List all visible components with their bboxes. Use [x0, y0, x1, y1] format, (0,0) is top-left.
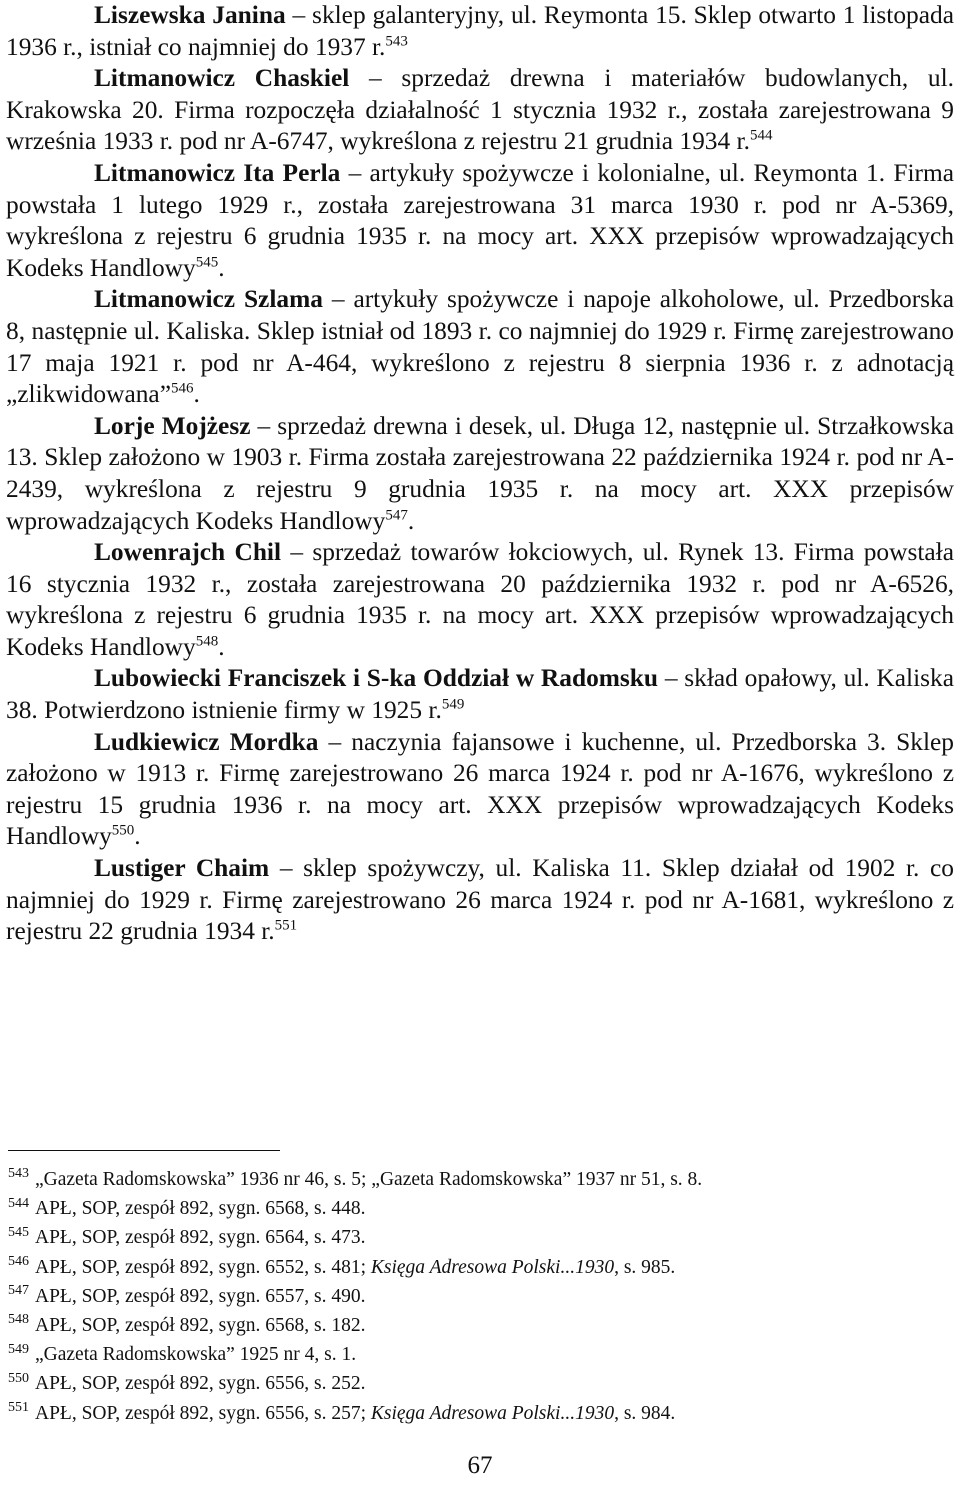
footnote-number: 548	[8, 1312, 29, 1328]
entry-lorje-mojzesz	[6, 411, 954, 537]
entry-name: Lustiger Chaim	[94, 854, 270, 883]
footnote-number: 551	[8, 1399, 29, 1415]
entry-text: – skład opałowy, ul. Kaliska 38. Potwierdzono istnienie firmy w 1925 r.	[6, 664, 954, 725]
footnote-ref[interactable]: 545	[195, 254, 219, 270]
entry-ludkiewicz-mordka	[6, 727, 954, 853]
entry-text: – sklep spożywczy, ul. Kaliska 11. Sklep działał od 1902 r. co najmniej do 1929 r. Firmę zarejestrowano 26 marca 1924 r. pod nr A-1681, wykreślono z rejestru 22 grudnia 1934 r.	[6, 854, 954, 946]
footnote-text: APŁ, SOP, zespół 892, sygn. 6552, s. 481;	[35, 1256, 371, 1278]
footnote-title: Księga Adresowa Polski...1930	[370, 1402, 615, 1424]
entry-name: Lowenrajch Chil	[94, 538, 282, 567]
footnote-text: APŁ, SOP, zespół 892, sygn. 6564, s. 473.	[35, 1227, 366, 1249]
main-text	[6, 0, 954, 948]
entry-name: Lubowiecki Franciszek i S-ka Oddział w Radomsku	[94, 664, 659, 693]
footnote-text: „Gazeta Radomskowska” 1936 nr 46, s. 5; „Gazeta Radomskowska” 1937 nr 51, s. 8.	[35, 1169, 703, 1190]
entry-litmanowicz-chaskiel	[6, 63, 954, 158]
footnote-550	[8, 1369, 948, 1398]
entry-name: Ludkiewicz Mordka	[94, 727, 319, 756]
footnote-543	[8, 1165, 948, 1194]
footnote-ref[interactable]: 547	[385, 506, 408, 523]
entry-litmanowicz-ita-perla	[6, 158, 954, 284]
footnote-text: APŁ, SOP, zespół 892, sygn. 6568, s. 448.	[35, 1198, 366, 1220]
footnote-number: 544	[8, 1195, 29, 1211]
footnote-ref[interactable]: 551	[274, 917, 298, 934]
footnote-tail: , s. 984.	[614, 1402, 676, 1424]
footnote-ref[interactable]: 549	[441, 696, 465, 713]
footnote-title: Księga Adresowa Polski...1930	[370, 1256, 615, 1278]
entry-end: .	[134, 822, 141, 851]
entry-lustiger-chaim	[6, 853, 954, 948]
entry-text: – sprzedaż drewna i desek, ul. Długa 12, następnie ul. Strzałkowska 13. Sklep założono w 1903 r. Firma została zarejestrowana 22 października 1924 r. pod nr A-2439, wykreślona z rejestru 9 grudnia 1935 r. na mocy art. XXX przepisów wprowadzających Kodeks Handlowy	[6, 411, 954, 535]
entry-text: – artykuły spożywcze i kolonialne, ul. Reymonta 1. Firma powstała 1 lutego 1929 r., została zarejestrowana 31 marca 1930 r. pod nr A-5369, wykreślona z rejestru 6 grudnia 1935 r. na mocy art. XXX przepisów wprowadzających Kodeks Handlowy	[6, 158, 954, 282]
page-number: 67	[467, 1452, 493, 1479]
footnote-number: 545	[8, 1224, 29, 1240]
entry-litmanowicz-szlama	[6, 284, 954, 410]
footnote-text: APŁ, SOP, zespół 892, sygn. 6556, s. 257;	[35, 1402, 371, 1424]
footnote-ref[interactable]: 550	[111, 822, 135, 839]
entry-end: .	[193, 380, 200, 409]
entry-name: Liszewska Janina	[94, 1, 286, 29]
footnote-544	[8, 1194, 948, 1223]
footnote-divider	[8, 1150, 280, 1151]
footnote-551	[8, 1399, 948, 1428]
footnote-ref[interactable]: 546	[170, 380, 194, 397]
footnote-number: 547	[8, 1283, 29, 1299]
entry-liszewska-janina	[6, 0, 954, 63]
entry-name: Litmanowicz Ita Perla	[94, 158, 341, 187]
footnote-text: APŁ, SOP, zespół 892, sygn. 6557, s. 490.	[35, 1285, 366, 1307]
footnote-text: „Gazeta Radomskowska” 1925 nr 4, s. 1.	[35, 1344, 357, 1366]
footnote-number: 549	[8, 1341, 29, 1357]
footnote-549	[8, 1340, 948, 1369]
footnote-ref[interactable]: 544	[749, 127, 773, 144]
footnote-text: APŁ, SOP, zespół 892, sygn. 6568, s. 182.	[35, 1315, 366, 1337]
entry-text: – sprzedaż drewna i materiałów budowlanych, ul. Krakowska 20. Firma rozpoczęła działalność 1 stycznia 1932 r., została zarejestrowana 9 września 1933 r. pod nr A-6747, wykreślona z rejestru 21 grudnia 1934 r.	[6, 64, 954, 156]
entry-end: .	[218, 632, 225, 661]
footnote-number: 546	[8, 1253, 29, 1269]
footnote-547	[8, 1282, 948, 1311]
entry-lowenrajch-chil	[6, 537, 954, 663]
entry-name: Litmanowicz Szlama	[94, 285, 323, 314]
footnote-tail: , s. 985.	[614, 1256, 676, 1278]
footnote-number: 550	[8, 1370, 29, 1386]
footnote-text: APŁ, SOP, zespół 892, sygn. 6556, s. 252.	[35, 1373, 366, 1395]
entry-text: – sklep galanteryjny, ul. Reymonta 15. Sklep otwarto 1 listopada 1936 r., istniał co najmniej do 1937 r.	[6, 1, 954, 61]
entry-name: Lorje Mojżesz	[94, 411, 251, 440]
entry-text: – artykuły spożywcze i napoje alkoholowe, ul. Przedborska 8, następnie ul. Kaliska. Sklep istniał od 1893 r. co najmniej do 1929 r. Firmę zarejestrowano 17 maja 1921 r. pod nr A-464, wykreślono z rejestru 8 sierpnia 1936 r. z adnotacją „zlikwidowana”	[6, 285, 954, 409]
footnote-number: 543	[8, 1166, 29, 1182]
entry-lubowiecki-franciszek	[6, 663, 954, 726]
footnote-ref[interactable]: 548	[195, 633, 219, 650]
footnote-ref[interactable]: 543	[385, 32, 408, 49]
footnotes	[8, 1165, 948, 1428]
entry-end: .	[218, 253, 225, 282]
entry-text: – sprzedaż towarów łokciowych, ul. Rynek 13. Firma powstała 16 stycznia 1932 r., została zarejestrowana 20 października 1932 r. pod nr A-6526, wykreślona z rejestru 6 grudnia 1935 r. na mocy art. XXX przepisów wprowadzających Kodeks Handlowy	[6, 538, 954, 661]
entry-text: – naczynia fajansowe i kuchenne, ul. Przedborska 3. Sklep założono w 1913 r. Firmę zarejestrowano 26 marca 1924 r. pod nr A-1676, wykreślono z rejestru 15 grudnia 1936 r. na mocy art. XXX przepisów wprowadzających Kodeks Handlowy	[6, 727, 954, 851]
entry-name: Litmanowicz Chaskiel	[94, 64, 350, 93]
footnote-545	[8, 1223, 948, 1252]
footnote-548	[8, 1311, 948, 1340]
entry-end: .	[407, 506, 415, 535]
footnote-546	[8, 1253, 948, 1282]
